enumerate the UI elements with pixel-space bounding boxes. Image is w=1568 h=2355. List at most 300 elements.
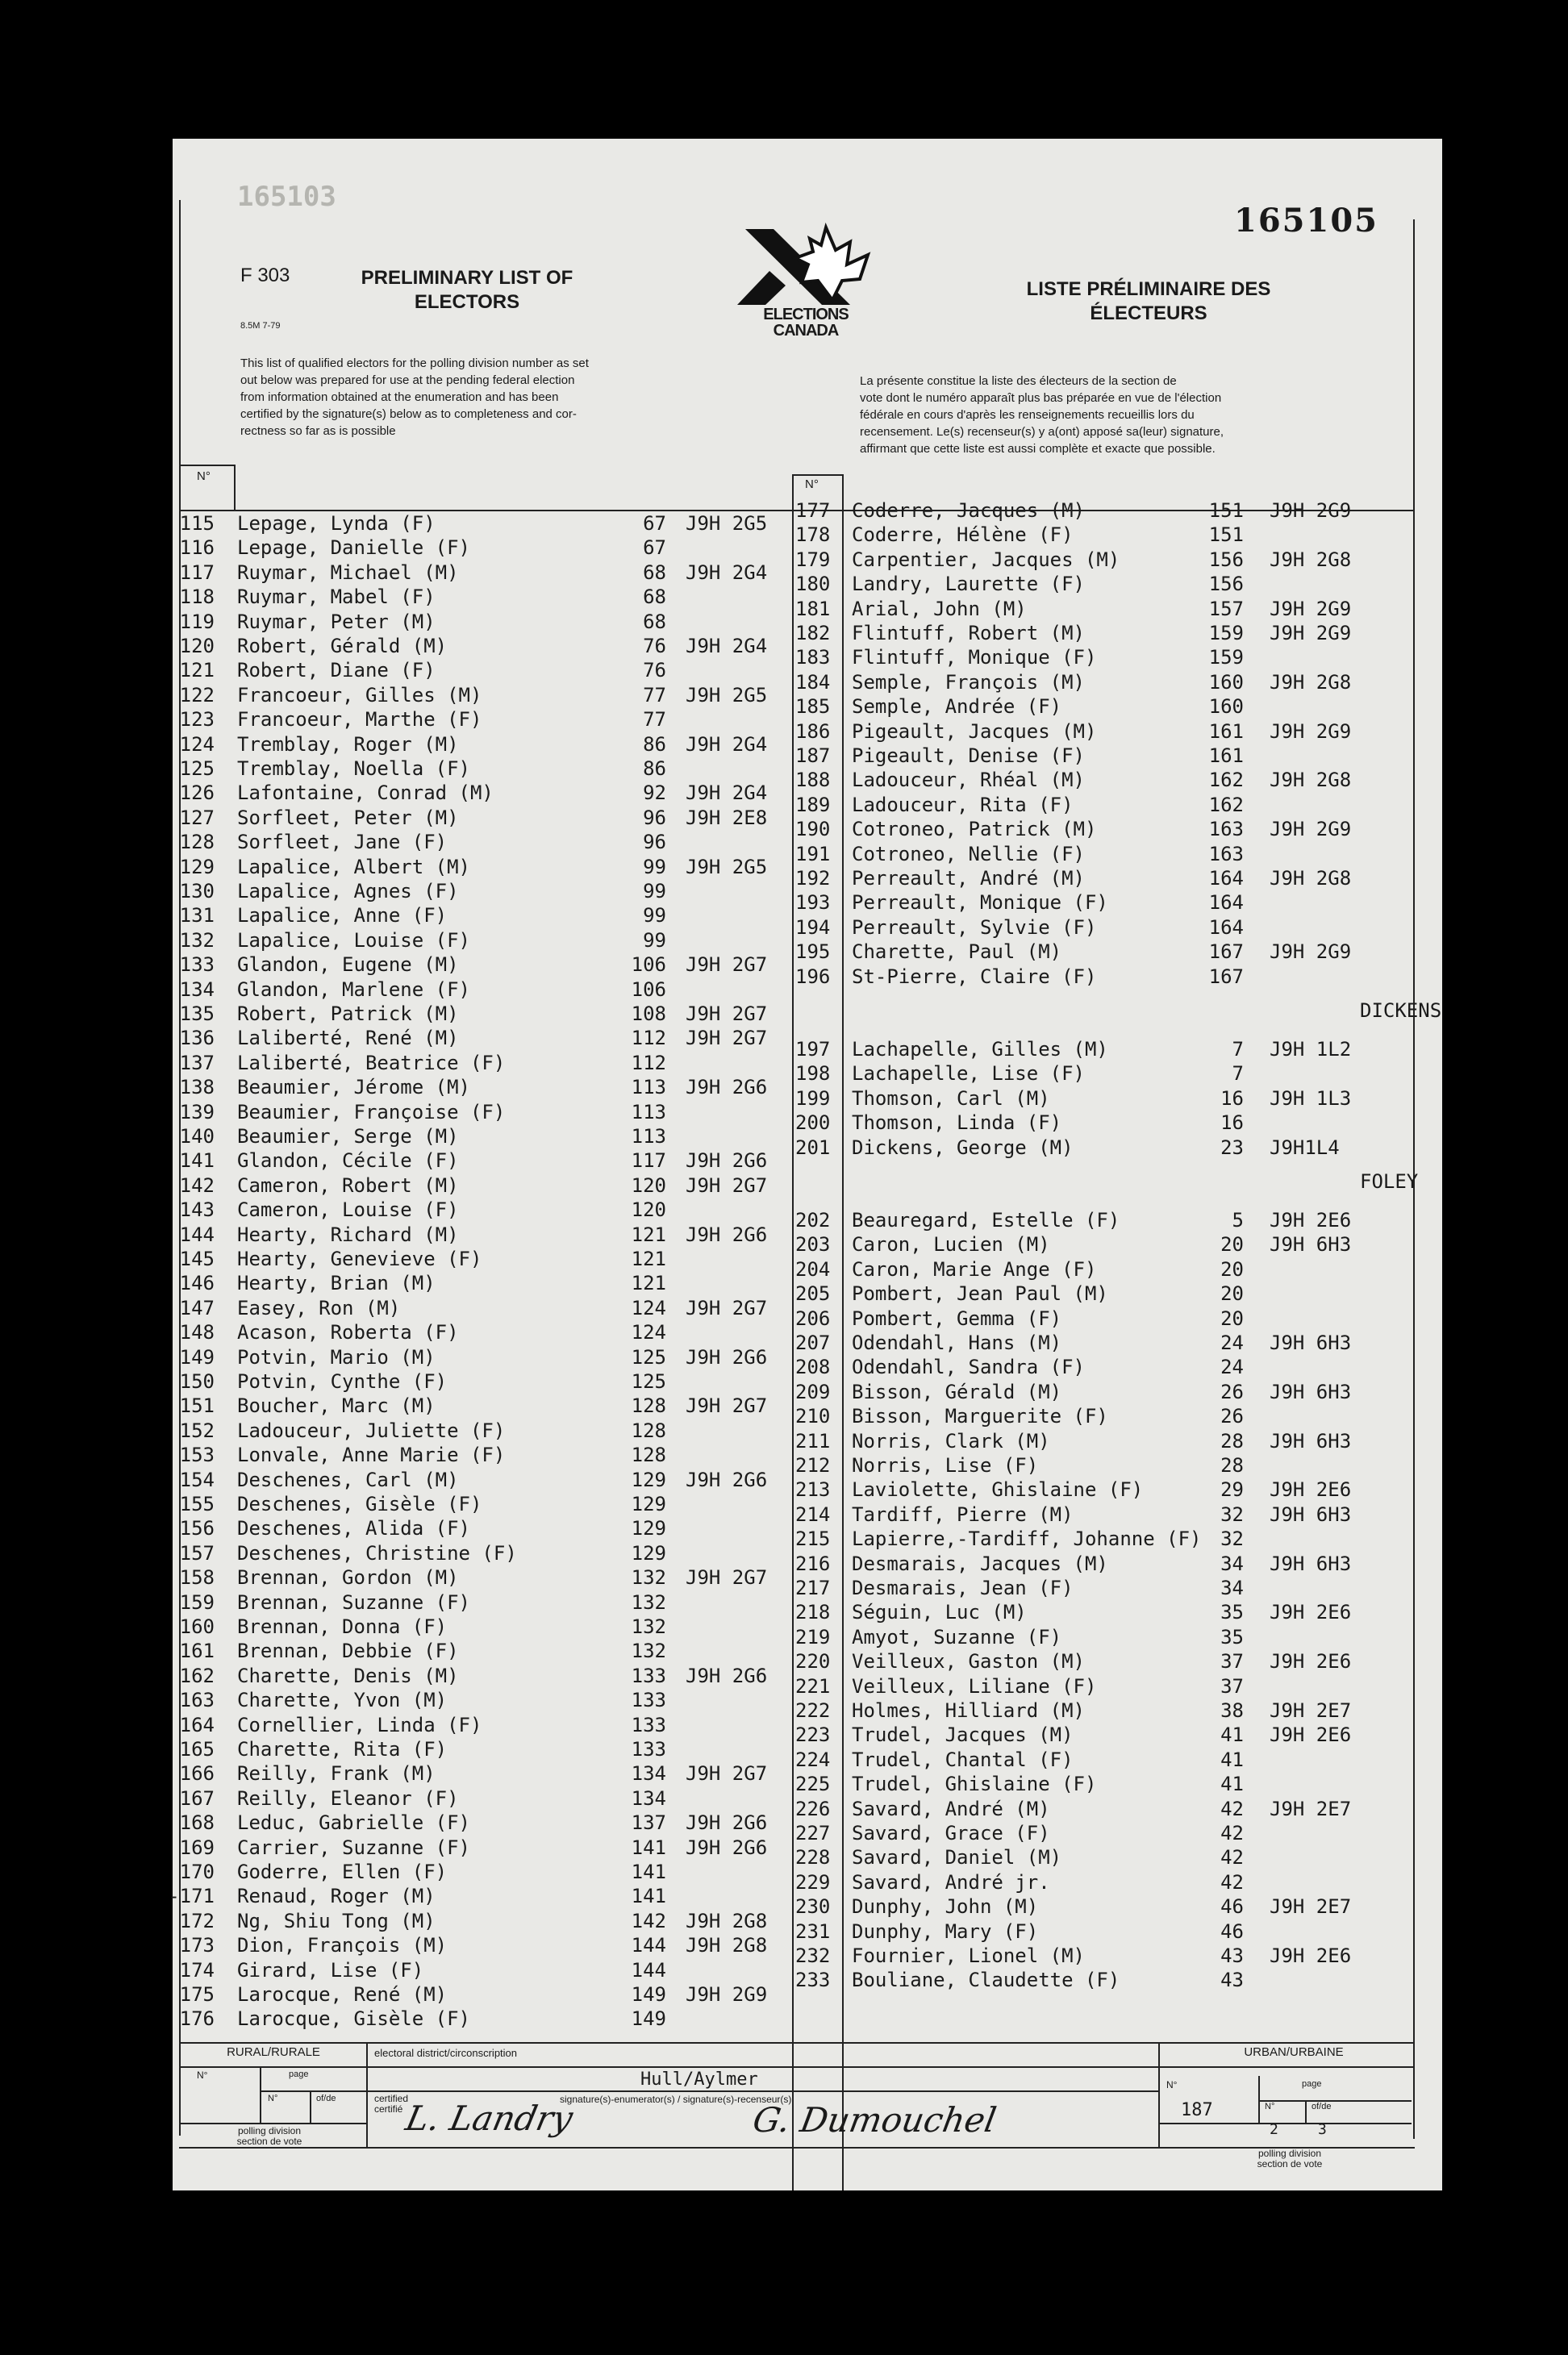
elector-number: 209 [795,1380,831,1403]
elector-address: 159 [1208,646,1244,669]
elector-name: Larocque, Gisèle (F) [237,2007,470,2031]
elector-address: 7 [1232,1062,1244,1086]
postal-code: J9H 2G7 [686,1027,768,1050]
table-row [173,1786,792,1811]
elector-number: 194 [795,915,831,939]
print-code: 8.5M 7-79 [240,321,281,331]
elector-name: Deschenes, Carl (M) [237,1468,459,1491]
elector-name: Odendahl, Sandra (F) [852,1356,1085,1379]
elector-number: 231 [795,1919,831,1943]
elector-address: 99 [643,904,666,927]
certified-label [374,2094,408,2115]
table-row [173,1075,792,1099]
table-row [792,1944,1413,1968]
elector-number: 152 [179,1419,215,1442]
street-name: DICKENS [1360,999,1442,1022]
elector-name: Perreault, Sylvie (F) [852,915,1097,939]
table-row [792,1919,1413,1944]
elector-name: Charette, Denis (M) [237,1664,459,1687]
elector-name: Pigeault, Denise (F) [852,744,1085,767]
table-row [173,1002,792,1026]
elector-number: 118 [179,586,215,609]
elector-number: 162 [179,1664,215,1687]
table-row [792,1307,1413,1331]
certified-fr: certifié [374,2103,403,2115]
elector-number: 202 [795,1209,831,1232]
elector-number: 212 [795,1454,831,1477]
postal-code: J9H 6H3 [1270,1233,1352,1257]
table-row [173,1198,792,1222]
elector-number: 157 [179,1541,215,1565]
table-row [173,1492,792,1516]
table-row [173,757,792,781]
logo-line1: ELECTIONS [763,306,849,323]
elector-number: 150 [179,1370,215,1393]
elector-address: 68 [643,586,666,609]
elector-number: 197 [795,1038,831,1061]
elector-name: Thomson, Carl (M) [852,1086,1050,1110]
postal-code: J9H 2G5 [686,855,768,878]
intro-english [240,355,757,440]
intro-en-line: from information obtained at the enumeration and has been [240,390,559,404]
elector-address: 120 [631,1198,666,1222]
elector-name: Tremblay, Noella (F) [237,757,470,780]
elector-name: Dunphy, John (M) [852,1895,1039,1919]
elector-name: Glandon, Eugene (M) [237,953,459,977]
table-row [173,1296,792,1320]
enumerator-signature-2: G. Dumouchel [749,2100,999,2140]
rural-label: RURAL/RURALE [227,2045,320,2059]
elector-number: 167 [179,1786,215,1810]
elector-name: Dunphy, Mary (F) [852,1919,1039,1943]
elector-address: 26 [1220,1405,1244,1428]
elector-number: 133 [179,953,215,977]
elector-name: Lachapelle, Lise (F) [852,1062,1085,1086]
elector-number: 199 [795,1086,831,1110]
table-row [792,1699,1413,1723]
postal-code: J9H 2G7 [686,1762,768,1786]
elector-address: 129 [631,1493,666,1515]
elections-canada-logo [729,223,882,344]
elector-address: 77 [643,708,666,732]
elector-name: Savard, André jr. [852,1870,1050,1894]
elector-address: 156 [1208,573,1244,596]
postal-code: J9H 2G4 [686,782,768,805]
elector-number: -171 [168,1885,215,1908]
elector-address: 120 [631,1173,666,1197]
elector-address: 68 [643,610,666,633]
urban-polling-division-label [1181,2149,1399,2170]
elector-address: 32 [1220,1528,1244,1551]
elector-name: Bisson, Marguerite (F) [852,1405,1108,1428]
elector-address: 46 [1220,1895,1244,1919]
elector-number: 193 [795,891,831,915]
elector-address: 128 [631,1419,666,1442]
table-row [173,928,792,952]
elector-name: Easey, Ron (M) [237,1296,401,1319]
table-row [792,1723,1413,1747]
elector-name: Cotroneo, Nellie (F) [852,842,1085,865]
elector-number: 192 [795,867,831,890]
table-row [792,1453,1413,1478]
table-row [792,890,1413,915]
elector-number: 128 [179,831,215,854]
table-row [173,1394,792,1418]
postal-code: J9H 2G6 [686,1149,768,1173]
elector-number: 220 [795,1650,831,1674]
elector-address: 7 [1232,1038,1244,1061]
table-row [792,498,1413,523]
elector-name: Lapalice, Anne (F) [237,904,448,927]
elector-address: 96 [643,831,666,854]
postal-code: J9H 2E8 [686,806,768,829]
elector-name: Lapalice, Agnes (F) [237,880,459,902]
form-code: F 303 [240,265,290,286]
elector-number: 208 [795,1356,831,1379]
table-row [792,1821,1413,1845]
intro-fr-line: La présente constitue la liste des électeurs de la section de [860,374,1177,388]
elector-number: 143 [179,1198,215,1222]
table-row [173,634,792,658]
elector-number: 211 [795,1429,831,1453]
elector-address: 108 [631,1002,666,1025]
rural-no-label: N° [197,2069,208,2081]
elector-name: Ruymar, Mabel (F) [237,586,436,609]
table-row [168,1884,792,1908]
table-row [792,1625,1413,1649]
elector-name: Veilleux, Liliane (F) [852,1674,1097,1698]
elector-number: 172 [179,1909,215,1932]
table-row [173,903,792,927]
elector-number: 138 [179,1076,215,1099]
elector-address: 35 [1220,1601,1244,1624]
elector-address: 41 [1220,1773,1244,1796]
table-row [792,1282,1413,1306]
elector-number: 140 [179,1125,215,1148]
elector-name: Deschenes, Gisèle (F) [237,1493,482,1515]
elector-name: Ladouceur, Rita (F) [852,793,1074,816]
table-row [792,548,1413,572]
postal-code: J9H 2G7 [686,1394,768,1418]
elector-address: 161 [1208,719,1244,743]
elector-name: Acason, Roberta (F) [237,1321,459,1344]
table-row [173,1443,792,1467]
elector-name: Deschenes, Alida (F) [237,1517,470,1540]
elector-name: Dion, François (M) [237,1934,448,1957]
elector-address: 28 [1220,1454,1244,1477]
table-row [792,523,1413,547]
table-row [173,855,792,879]
table-row [173,1026,792,1050]
table-row [173,1811,792,1835]
table-row [173,1468,792,1492]
elector-name: Hearty, Genevieve (F) [237,1248,482,1270]
elector-name: St-Pierre, Claire (F) [852,965,1097,988]
elector-name: Desmarais, Jean (F) [852,1577,1074,1599]
elector-name: Veilleux, Gaston (M) [852,1650,1085,1674]
table-row [173,1958,792,1982]
elector-name: Perreault, André (M) [852,867,1085,890]
elector-number: 180 [795,573,831,596]
elector-address: 141 [631,1861,666,1883]
table-row [173,1737,792,1761]
elector-name: Hearty, Brian (M) [237,1272,436,1295]
table-row [792,1331,1413,1355]
table-row [792,915,1413,940]
postal-code: J9H 2E6 [1270,1478,1352,1502]
elector-number: 141 [179,1149,215,1173]
elector-number: 203 [795,1233,831,1257]
elector-name: Lachapelle, Gilles (M) [852,1038,1108,1061]
postal-code: J9H 2G4 [686,635,768,657]
elector-name: Dickens, George (M) [852,1136,1074,1159]
elector-name: Cornellier, Linda (F) [237,1713,482,1736]
elector-number: 120 [179,635,215,657]
elector-number: 227 [795,1822,831,1844]
table-row [173,1320,792,1344]
elector-number: 174 [179,1958,215,1982]
urban-label: URBAN/URBAINE [1244,2045,1344,2059]
elector-number: 179 [795,548,831,571]
elector-name: Trudel, Jacques (M) [852,1724,1074,1747]
table-row [792,1748,1413,1772]
elector-address: 37 [1220,1674,1244,1698]
elector-number: 148 [179,1321,215,1344]
elector-name: Glandon, Marlene (F) [237,977,470,1001]
table-row [173,1761,792,1786]
table-row [792,1870,1413,1894]
elector-name: Beaumier, Serge (M) [237,1125,459,1148]
elector-address: 67 [643,512,666,535]
postal-code: J9H 2G7 [686,1566,768,1590]
elector-name: Robert, Patrick (M) [237,1002,459,1025]
elector-number: 117 [179,561,215,584]
elector-number: 164 [179,1713,215,1736]
table-row [792,1894,1413,1919]
elector-address: 156 [1208,548,1244,571]
elector-address: 76 [643,659,666,682]
elector-name: Norris, Clark (M) [852,1429,1050,1453]
postal-code: J9H 2G8 [1270,769,1352,792]
postal-code: J9H 6H3 [1270,1503,1352,1526]
title-english [334,266,600,315]
elector-name: Sorfleet, Peter (M) [237,806,459,829]
elector-number: 119 [179,610,215,633]
elector-number: 189 [795,793,831,816]
page-total: 3 [1318,2121,1327,2138]
elector-number: 224 [795,1748,831,1771]
elector-number: 214 [795,1503,831,1526]
elector-name: Robert, Gérald (M) [237,635,448,657]
table-row [792,1404,1413,1428]
table-row [792,1674,1413,1699]
serial-number: 165105 [1234,202,1378,240]
table-row [792,1429,1413,1453]
elector-address: 141 [631,1885,666,1908]
table-row [792,1086,1413,1111]
elector-address: 128 [631,1444,666,1467]
table-row [173,1590,792,1615]
table-row [792,1845,1413,1869]
table-row [173,1516,792,1540]
postal-code: J9H 2G9 [1270,940,1352,964]
signature-label: signature(s)-enumerator(s) / signature(s)-recenseur(s) [560,2094,792,2105]
title-french-line1: LISTE PRÉLIMINAIRE DES [1026,278,1271,300]
table-row [792,817,1413,841]
elector-number: 204 [795,1257,831,1281]
elector-address: 159 [1208,622,1244,644]
urban-page-no-label: N° [1265,2102,1275,2111]
elector-number: 158 [179,1566,215,1590]
postal-code: J9H 2G4 [686,561,768,584]
elector-address: 86 [643,757,666,780]
elector-number: 210 [795,1405,831,1428]
elector-name: Savard, Grace (F) [852,1822,1050,1844]
postal-code: J9H 1L3 [1270,1086,1352,1110]
elector-name: Holmes, Hilliard (M) [852,1699,1085,1722]
table-row [792,940,1413,964]
elector-address: 125 [631,1345,666,1369]
table-row [792,842,1413,866]
elector-name: Bisson, Gérald (M) [852,1380,1062,1403]
table-row [792,1772,1413,1796]
elector-address: 133 [631,1664,666,1687]
elector-name: Potvin, Cynthe (F) [237,1370,448,1393]
elector-address: 141 [631,1836,666,1859]
elector-address: 142 [631,1909,666,1932]
elector-name: Pombert, Gemma (F) [852,1307,1062,1330]
elector-name: Lapierre,-Tardiff, Johanne (F) [852,1528,1202,1551]
table-row [173,1664,792,1688]
elector-number: 135 [179,1002,215,1025]
elector-number: 200 [795,1111,831,1135]
elector-address: 106 [631,953,666,977]
elector-number: 219 [795,1625,831,1648]
postal-code: J9H 2E7 [1270,1895,1352,1919]
elector-number: 153 [179,1444,215,1467]
elector-name: Renaud, Roger (M) [237,1885,436,1908]
table-row [792,1968,1413,1992]
elector-address: 133 [631,1713,666,1736]
intro-en-line: certified by the signature(s) below as to completeness and cor- [240,407,577,421]
elector-number: 125 [179,757,215,780]
elector-address: 20 [1220,1233,1244,1257]
elector-number: 198 [795,1062,831,1086]
table-row [173,879,792,903]
elector-number: 137 [179,1051,215,1074]
elector-name: Amyot, Suzanne (F) [852,1625,1062,1648]
postal-code: J9H 6H3 [1270,1332,1352,1354]
elector-number: 131 [179,904,215,927]
table-row [173,2007,792,2031]
number-column-header-left: N° [197,469,211,483]
elector-name: Savard, Daniel (M) [852,1846,1062,1869]
table-row [173,1223,792,1247]
table-row [792,1503,1413,1527]
intro-fr-line: vote dont le numéro apparaît plus bas préparée en vue de l'élection [860,391,1222,405]
table-row [792,965,1413,989]
elector-number: 187 [795,744,831,767]
table-row [173,732,792,757]
elector-number: 206 [795,1307,831,1330]
elector-address: 35 [1220,1625,1244,1648]
rural-page-label: page [289,2069,309,2079]
elector-number: 126 [179,782,215,805]
table-row [173,1836,792,1860]
elector-number: 181 [795,597,831,620]
elector-address: 161 [1208,744,1244,767]
polling-fr: section de vote [1257,2158,1323,2170]
urban-of-label: of/de [1312,2102,1332,2111]
elector-number: 188 [795,769,831,792]
elector-number: 155 [179,1493,215,1515]
table-row [173,610,792,634]
table-row [173,658,792,682]
elector-address: 162 [1208,793,1244,816]
elector-name: Boucher, Marc (M) [237,1394,436,1418]
polling-en: polling division [237,2125,302,2136]
postal-code: J9H 2E6 [1270,1724,1352,1747]
elector-address: 113 [631,1125,666,1148]
postal-code: J9H 2G8 [1270,867,1352,890]
elector-address: 42 [1220,1870,1244,1894]
elector-name: Goderre, Ellen (F) [237,1861,448,1883]
elector-number: 134 [179,977,215,1001]
elector-number: 116 [179,536,215,560]
elector-name: Brennan, Suzanne (F) [237,1590,470,1614]
table-row [173,1933,792,1957]
elector-address: 162 [1208,769,1244,792]
elector-name: Trudel, Ghislaine (F) [852,1773,1097,1796]
table-row [792,1037,1413,1061]
street-heading [844,1169,1419,1194]
title-english-line2: ELECTORS [414,291,520,313]
elector-address: 42 [1220,1846,1244,1869]
elector-number: 130 [179,880,215,902]
elector-address: 23 [1220,1136,1244,1159]
elector-name: Cameron, Robert (M) [237,1173,459,1197]
district-label: electoral district/circonscription [374,2047,518,2059]
elector-address: 99 [643,928,666,952]
elector-number: 156 [179,1517,215,1540]
elector-name: Larocque, René (M) [237,1983,448,2006]
elector-address: 149 [631,1983,666,2006]
postal-code: J9H 2G8 [686,1909,768,1932]
table-row [173,536,792,560]
elector-address: 151 [1208,499,1244,522]
table-row [792,719,1413,744]
postal-code: J9H 2E7 [1270,1699,1352,1722]
elector-address: 42 [1220,1797,1244,1820]
postal-code: J9H1L4 [1270,1136,1340,1159]
elector-number: 191 [795,842,831,865]
elector-name: Caron, Lucien (M) [852,1233,1050,1257]
elector-name: Tardiff, Pierre (M) [852,1503,1074,1526]
elector-name: Pombert, Jean Paul (M) [852,1282,1108,1306]
elector-address: 99 [643,855,666,878]
urban-page-label: page [1302,2079,1322,2089]
intro-fr-line: affirmant que cette liste est aussi complète et exacte que possible. [860,442,1216,456]
table-row [792,572,1413,596]
elector-name: Lafontaine, Conrad (M) [237,782,494,805]
page-number: 2 [1270,2121,1278,2138]
elector-number: 146 [179,1272,215,1295]
elector-name: Thomson, Linda (F) [852,1111,1062,1135]
elector-number: 226 [795,1797,831,1820]
table-row [173,707,792,732]
elector-name: Charette, Paul (M) [852,940,1062,964]
title-english-line1: PRELIMINARY LIST OF [361,267,573,289]
